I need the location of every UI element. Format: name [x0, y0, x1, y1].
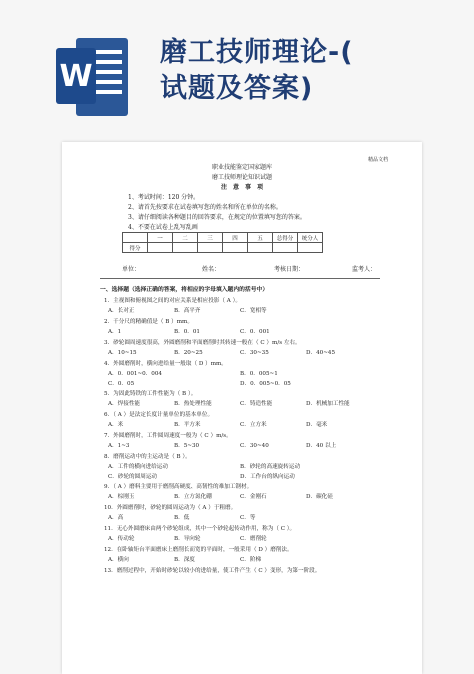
- score-cell[interactable]: [248, 243, 273, 253]
- answer-option: C．等: [240, 515, 256, 521]
- question-text: 8．磨削运动中的主运动是（ B ）。: [104, 454, 191, 460]
- answer-option: A．工件的横向进给运动: [108, 464, 168, 470]
- answer-option: D．0．005~0．05: [240, 381, 291, 387]
- score-cell: [123, 233, 148, 243]
- score-cell[interactable]: [148, 243, 173, 253]
- score-cell: 统分人: [298, 233, 323, 243]
- document-title-line1: 磨工技师理论-(: [160, 37, 354, 68]
- question-text: 13．磨削过程中，开始时砂轮以较小的进给量，使工件产生（ C ）变形，为第一阶段。: [104, 568, 321, 574]
- answer-option: B．立方氮化硼: [174, 494, 212, 500]
- answer-option: A．焊接性能: [108, 401, 141, 407]
- answer-option: B．热处理性能: [174, 401, 212, 407]
- answer-option: D．40~45: [306, 350, 336, 356]
- answer-option: B．5~30: [174, 443, 200, 449]
- corner-label: 精品文档: [368, 157, 389, 163]
- section-heading: 一、选择题（选择正确的答案，将相应的字母填入题内的括号中）: [100, 287, 269, 293]
- answer-option: B．平方米: [174, 422, 201, 428]
- score-table: [122, 232, 323, 253]
- answer-option: A．米: [108, 422, 124, 428]
- answer-option: B．高平齐: [174, 308, 201, 314]
- answer-option: C．磨削轮: [240, 536, 267, 542]
- answer-option: B．20~25: [174, 350, 203, 356]
- answer-option: C．砂轮的圆周运动: [108, 474, 158, 480]
- answer-option: C．0．05: [108, 381, 135, 387]
- answer-option: D．碳化硅: [306, 494, 333, 500]
- score-cell: 总得分: [273, 233, 298, 243]
- answer-option: B．导向轮: [174, 536, 201, 542]
- answer-option: A．长对正: [108, 308, 135, 314]
- document-title-line2: 试题及答案): [160, 73, 314, 104]
- question-text: 3．砂轮圆周速度很高，外圆磨削和平面磨削时其转速一般在（ C ）m/s 左右。: [104, 340, 301, 346]
- question-text: 5．为固此铸铁的工件性能为（ B ）。: [104, 391, 197, 397]
- score-cell: 二: [173, 233, 198, 243]
- answer-option: C．金刚石: [240, 494, 267, 500]
- score-cell: 得分: [123, 243, 148, 253]
- question-text: 9．（ A ）磨料主要用于磨削高硬度、高韧性的难加工钢材。: [104, 484, 253, 490]
- divider: [100, 278, 380, 279]
- question-text: 12．在卧轴矩台平面磨床上磨削长而宽的平面时，一般采用（ D ）磨削法。: [104, 547, 293, 553]
- score-cell: 一: [148, 233, 173, 243]
- note-line: 1、考试时间：120 分钟。: [128, 194, 200, 201]
- question-text: 11．无心外圆磨床由两个砂轮组成，其中一个砂轮起传动作用，称为（ C ）。: [104, 526, 296, 532]
- field-date: 考核日期：: [274, 266, 305, 273]
- document-page: [62, 142, 422, 674]
- answer-option: D．毫米: [306, 422, 328, 428]
- answer-option: C．30~35: [240, 350, 269, 356]
- notice-heading: 注 意 事 项: [220, 184, 263, 191]
- score-cell: 五: [248, 233, 273, 243]
- answer-option: C．铸造性能: [240, 401, 273, 407]
- note-line: 4、不要在试卷上乱写乱画: [128, 224, 198, 231]
- exam-subtitle: 磨工技师理论知识试题: [211, 174, 272, 181]
- answer-option: A．1: [108, 329, 122, 335]
- answer-option: B．深度: [174, 557, 195, 563]
- score-cell[interactable]: [273, 243, 298, 253]
- field-unit: 单位：: [122, 266, 141, 273]
- answer-option: C．0．001: [240, 329, 270, 335]
- answer-option: B．低: [174, 515, 190, 521]
- score-cell[interactable]: [198, 243, 223, 253]
- note-line: 3、请仔细阅读各种题目的回答要求，在规定的位置填写您的答案。: [128, 214, 306, 221]
- answer-option: A．棕刚玉: [108, 494, 135, 500]
- answer-option: B．0．005~1: [240, 371, 278, 377]
- answer-option: D．工作台的纵向运动: [240, 474, 295, 480]
- answer-option: A．10~15: [108, 350, 137, 356]
- score-cell: 三: [198, 233, 223, 243]
- answer-option: B．0．01: [174, 329, 200, 335]
- answer-option: A．高: [108, 515, 124, 521]
- question-text: 2．千分尺的精确值是（ B ）mm。: [104, 319, 193, 325]
- answer-option: C．30~40: [240, 443, 269, 449]
- score-cell[interactable]: [223, 243, 248, 253]
- answer-option: D．机械加工性能: [306, 401, 350, 407]
- answer-option: C．宽相等: [240, 308, 267, 314]
- svg-text:W: W: [59, 59, 93, 94]
- score-cell[interactable]: [173, 243, 198, 253]
- answer-option: B．砂轮的高速旋转运动: [240, 464, 301, 470]
- answer-option: A．横向: [108, 557, 129, 563]
- answer-option: A．传动轮: [108, 536, 135, 542]
- question-text: 4．外圆磨削时，横向进给量一般取（ D ）mm。: [104, 361, 227, 367]
- note-line: 2、请首先按要求在试卷填写您的姓名和所在单位的名称。: [128, 204, 282, 211]
- score-cell[interactable]: [298, 243, 323, 253]
- answer-option: D．40 以上: [306, 443, 337, 449]
- word-document-icon: [56, 34, 130, 120]
- answer-option: A．0．001~0．004: [108, 371, 162, 377]
- field-proctor: 监考人：: [352, 266, 377, 273]
- answer-option: C．立方米: [240, 422, 267, 428]
- answer-option: A．1~3: [108, 443, 130, 449]
- field-name: 姓名：: [202, 266, 221, 273]
- question-text: 6．（ A ）是法定长度计量单位的基本单位。: [104, 412, 214, 418]
- question-text: 1．主视图和俯视图之间的对应关系是相应投影（ A ）。: [104, 298, 242, 304]
- question-text: 7．外圆磨削时，工件圆周速度一般为（ C ）m/s。: [104, 433, 232, 439]
- question-text: 10．外圆磨削时，砂轮的圆周运动为（ A ）于粗磨。: [104, 505, 237, 511]
- answer-option: C．阶梯: [240, 557, 262, 563]
- score-cell: 四: [223, 233, 248, 243]
- exam-bank-title: 职业技能鉴定国家题库: [211, 164, 272, 171]
